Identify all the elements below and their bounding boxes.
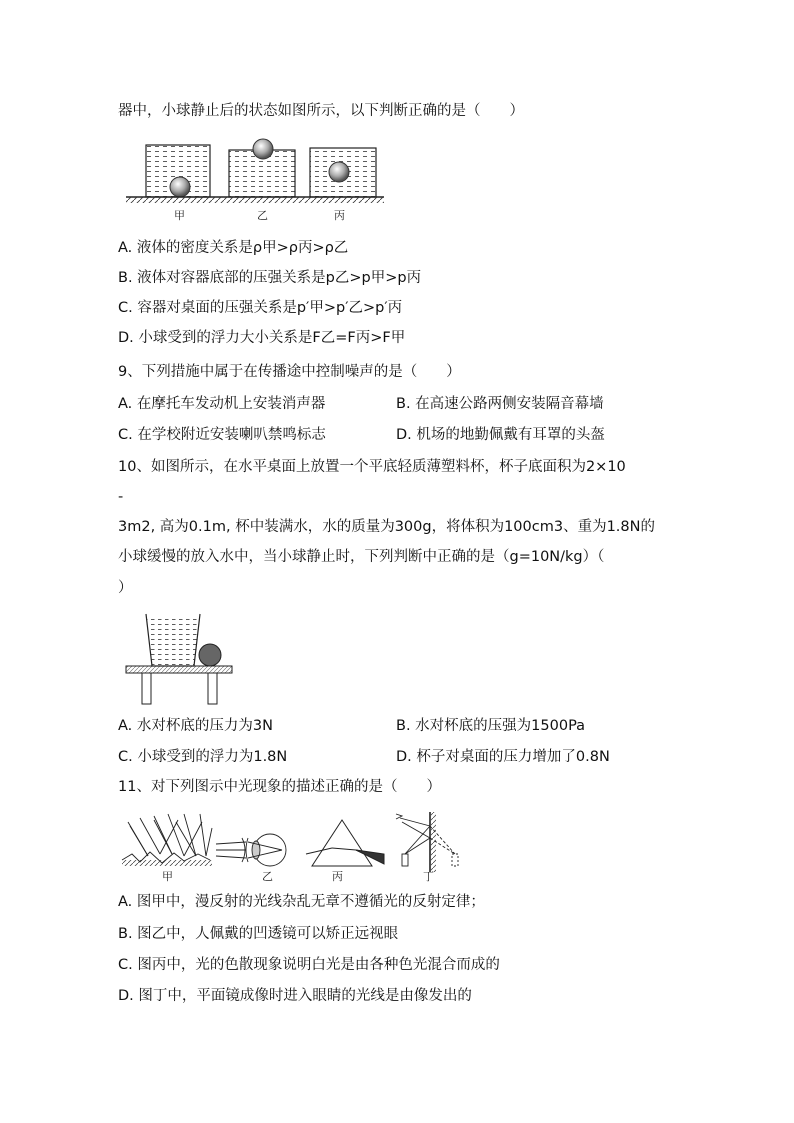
q11-fig-yi [216,834,286,866]
q10-stem-line4: 小球缓慢的放入水中，当小球静止时，下列判断中正确的是（g=10N/kg）（ [118,549,605,565]
q10-stem-line2: - [118,489,124,505]
q11-stem: 11、对下列图示中光现象的描述正确的是（ ） [118,779,441,795]
q8-option-d: D. 小球受到的浮力大小关系是F乙=F丙>F甲 [118,330,406,346]
q8-option-b: B. 液体对容器底部的压强关系是p乙>p甲>p丙 [118,270,422,286]
q8-label-yi: 乙 [257,209,268,222]
q9-option-a: A. 在摩托车发动机上安装消声器 [118,396,326,412]
q9-option-b: B. 在高速公路两侧安装隔音幕墙 [396,396,604,412]
q8-intro: 器中，小球静止后的状态如图所示，以下判断正确的是（ ） [118,103,524,119]
q9-option-c: C. 在学校附近安装喇叭禁鸣标志 [118,427,326,443]
q11-label-ding: 丁 [423,870,434,883]
q11-label-bing: 丙 [332,870,343,883]
q9-option-d: D. 机场的地勤佩戴有耳罩的头盔 [396,427,605,443]
q10-stem-line1: 10、如图所示，在水平桌面上放置一个平底轻质薄塑料杯，杯子底面积为2×10 [118,459,626,475]
q11-figure-light-phenomena [118,808,468,884]
q8-option-a: A. 液体的密度关系是ρ甲>ρ丙>ρ乙 [118,240,349,256]
q10-stem-line5: ） [118,580,133,596]
q8-figure-containers [122,134,388,226]
q10-option-b: B. 水对杯底的压强为1500Pa [396,718,586,734]
q11-label-yi: 乙 [262,870,273,883]
q10-option-d: D. 杯子对桌面的压力增加了0.8N [396,749,610,765]
q10-option-a: A. 水对杯底的压力为3N [118,718,273,734]
q8-label-jia: 甲 [174,209,185,222]
q8-label-bing: 丙 [334,209,345,222]
q11-fig-bing [306,820,384,866]
q11-option-d: D. 图丁中，平面镜成像时进入眼睛的光线是由像发出的 [118,988,472,1004]
q11-fig-ding [396,812,458,872]
q10-figure-cup-on-table [122,612,238,706]
q10-option-c: C. 小球受到的浮力为1.8N [118,749,288,765]
q11-option-c: C. 图丙中，光的色散现象说明白光是由各种色光混合而成的 [118,957,500,973]
q9-stem: 9、下列措施中属于在传播途中控制噪声的是（ ） [118,364,461,380]
q11-label-jia: 甲 [162,870,173,883]
q11-option-b: B. 图乙中，人佩戴的凹透镜可以矫正远视眼 [118,926,399,942]
q11-option-a: A. 图甲中，漫反射的光线杂乱无章不遵循光的反射定律； [118,894,485,910]
q8-option-c: C. 容器对桌面的压强关系是p′甲>p′乙>p′丙 [118,300,403,316]
q11-fig-jia [122,814,212,866]
q10-stem-line3: 3m2, 高为0.1m, 杯中装满水，水的质量为300g，将体积为100cm3、重为1.8N的 [118,519,655,535]
